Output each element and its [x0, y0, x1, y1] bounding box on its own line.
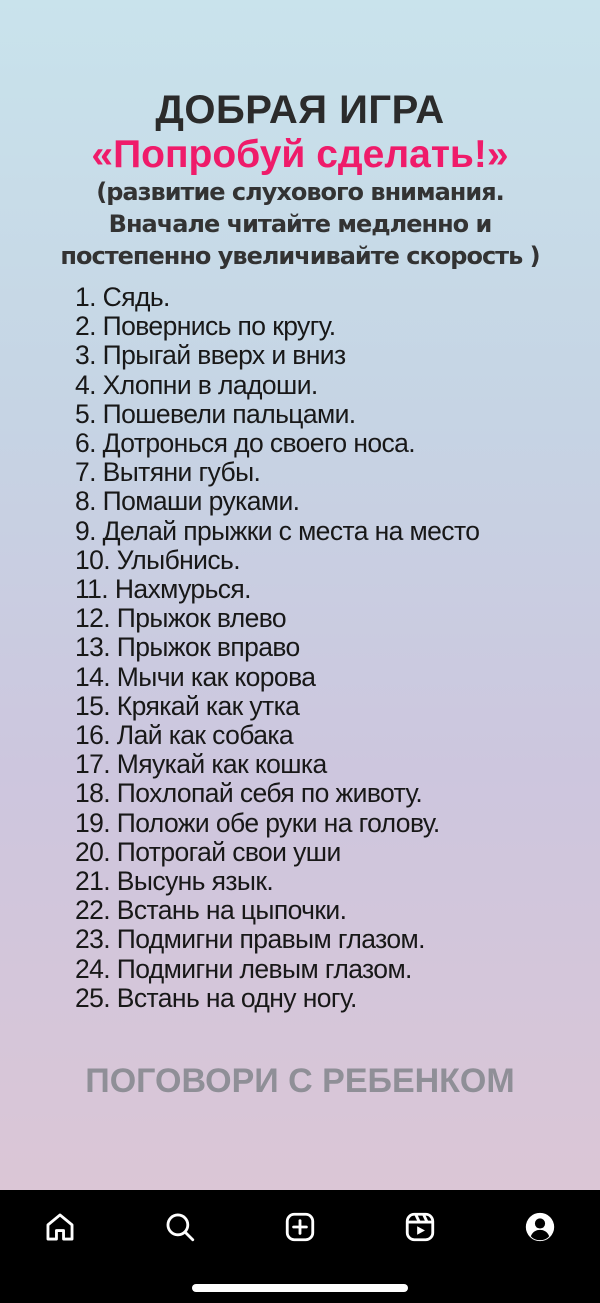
- post-footer: ПОГОВОРИ С РЕБЕНКОМ: [85, 1062, 515, 1100]
- note-line: Вначале читайте медленно и: [108, 210, 492, 238]
- search-icon: [163, 1210, 197, 1244]
- list-item: 15. Крякай как утка: [75, 690, 300, 721]
- list-item: 16. Лай как собака: [75, 720, 294, 751]
- list-item: 17. Мяукай как кошка: [75, 749, 327, 780]
- list-item: 8. Помаши руками.: [75, 486, 300, 517]
- list-item: 4. Хлопни в ладоши.: [75, 369, 318, 400]
- nav-profile-button[interactable]: [512, 1202, 568, 1252]
- list-item: 1. Сядь.: [75, 282, 170, 312]
- nav-create-button[interactable]: [272, 1202, 328, 1252]
- list-item: 21. Высунь язык.: [75, 866, 274, 897]
- nav-reels-button[interactable]: [392, 1202, 448, 1252]
- list-item: 12. Прыжок влево: [75, 603, 287, 634]
- home-indicator[interactable]: [192, 1284, 408, 1292]
- reels-icon: [403, 1210, 437, 1244]
- list-item: 20. Потрогай свои уши: [75, 836, 341, 867]
- list-item: 23. Подмигни правым глазом.: [75, 924, 425, 955]
- post-subtitle: «Попробуй сделать!»: [91, 133, 509, 176]
- post-title: ДОБРАЯ ИГРА: [155, 88, 445, 132]
- list-item: 25. Встань на одну ногу.: [75, 982, 357, 1013]
- list-item: 11. Нахмурься.: [75, 574, 251, 605]
- create-icon: [283, 1210, 317, 1244]
- post-note: [0, 176, 600, 272]
- list-item: 24. Подмигни левым глазом.: [75, 953, 412, 984]
- note-line: (развитие слухового внимания.: [96, 178, 504, 206]
- list-item: 2. Повернись по кругу.: [75, 311, 336, 342]
- nav-home-button[interactable]: [32, 1202, 88, 1252]
- list-item: 18. Похлопай себя по животу.: [75, 778, 423, 809]
- list-item: 9. Делай прыжки с места на место: [75, 515, 480, 546]
- list-item: 10. Улыбнись.: [75, 544, 241, 575]
- list-item: 7. Вытяни губы.: [75, 457, 261, 488]
- home-icon: [43, 1210, 77, 1244]
- list-item: 14. Мычи как корова: [75, 661, 316, 692]
- instruction-list: [75, 283, 595, 1013]
- list-item: 5. Пошевели пальцами.: [75, 398, 356, 429]
- list-item: 6. Дотронься до своего носа.: [75, 428, 416, 459]
- list-item: 3. Прыгай вверх и вниз: [75, 340, 346, 371]
- profile-icon: [523, 1210, 557, 1244]
- list-item: 22. Встань на цыпочки.: [75, 895, 347, 926]
- list-item: 13. Прыжок вправо: [75, 632, 300, 663]
- note-line: постепенно увеличивайте скорость ): [60, 242, 540, 270]
- list-item: 19. Положи обе руки на голову.: [75, 807, 440, 838]
- nav-search-button[interactable]: [152, 1202, 208, 1252]
